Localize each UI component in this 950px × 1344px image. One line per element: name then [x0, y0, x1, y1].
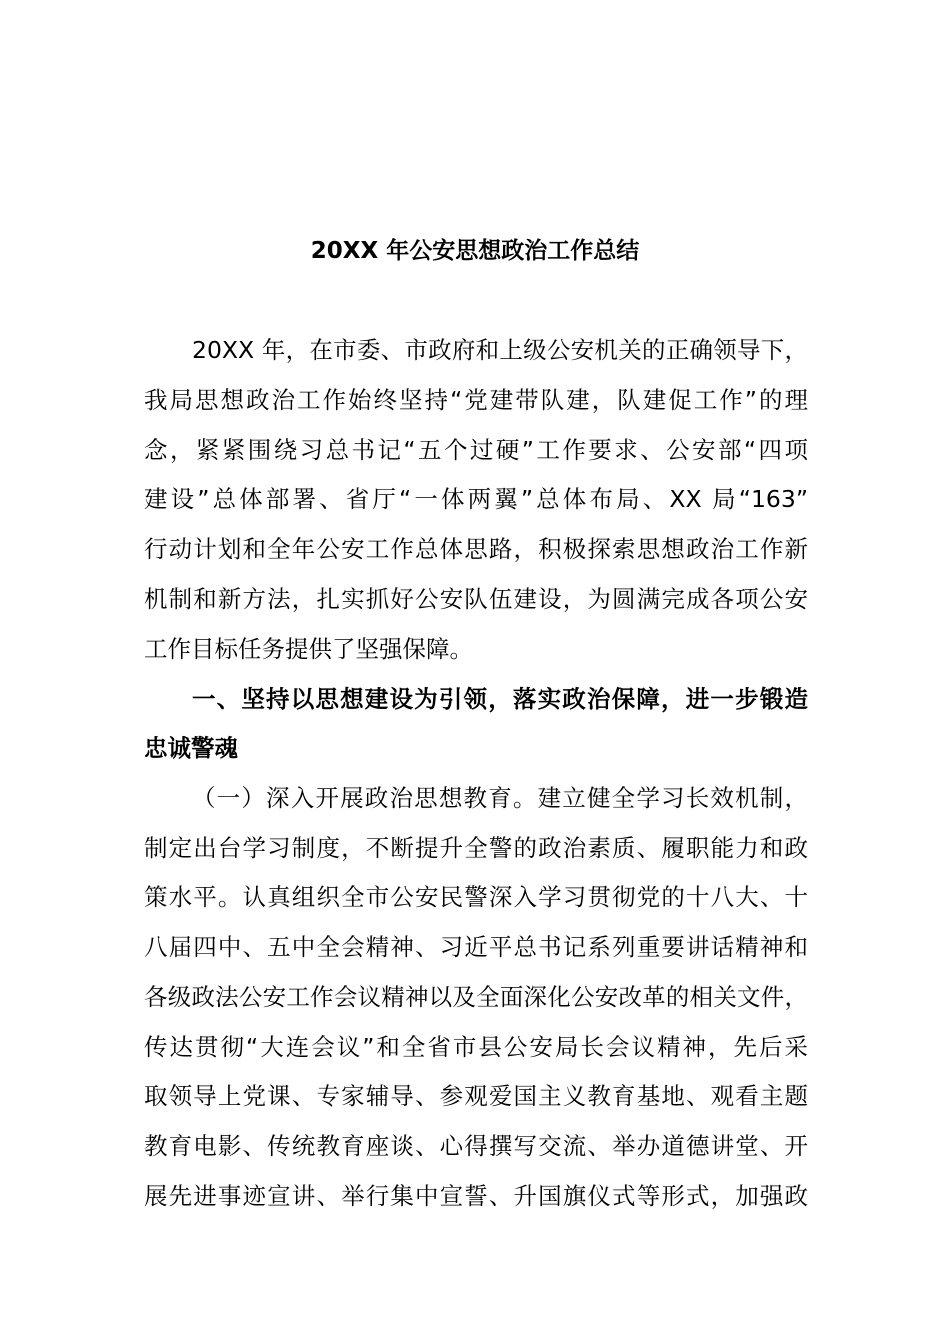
- paragraph-line: 展先进事迹宣讲、举行集中宣誓、升国旗仪式等形式，加强政: [144, 1182, 808, 1210]
- paragraph-line: 传达贯彻“大连会议”和全省市县公安局长会议精神，先后采: [144, 1033, 808, 1061]
- heading-line: 忠诚警魂: [144, 734, 238, 762]
- paragraph-line: （一）深入开展政治思想教育。建立健全学习长效机制，: [192, 784, 808, 812]
- heading-line: 一、坚持以思想建设为引领，落实政治保障，进一步锻造: [192, 685, 808, 713]
- paragraph-line: 策水平。认真组织全市公安民警深入学习贯彻党的十八大、十: [144, 883, 808, 911]
- paragraph-line: 我局思想政治工作始终坚持“党建带队建，队建促工作”的理: [144, 386, 808, 414]
- paragraph-line: 制定出台学习制度，不断提升全警的政治素质、履职能力和政: [144, 834, 808, 862]
- paragraph-line: 各级政法公安工作会议精神以及全面深化公安改革的相关文件，: [144, 983, 808, 1011]
- paragraph-line: 20XX 年，在市委、市政府和上级公安机关的正确领导下，: [192, 336, 808, 364]
- document-title: 20XX 年公安思想政治工作总结: [310, 238, 640, 264]
- paragraph-line: 行动计划和全年公安工作总体思路，积极探索思想政治工作新: [144, 535, 808, 563]
- paragraph-line: 念，紧紧围绕习总书记“五个过硬”工作要求、公安部“四项: [144, 436, 808, 464]
- paragraph-line: 建设”总体部署、省厅“一体两翼”总体布局、XX 局“163”: [144, 485, 808, 513]
- paragraph-line: 教育电影、传统教育座谈、心得撰写交流、举办道德讲堂、开: [144, 1132, 808, 1160]
- paragraph-line: 工作目标任务提供了坚强保障。: [144, 635, 473, 663]
- paragraph-line: 八届四中、五中全会精神、习近平总书记系列重要讲话精神和: [144, 933, 808, 961]
- paragraph-line: 机制和新方法，扎实抓好公安队伍建设，为圆满完成各项公安: [144, 585, 808, 613]
- paragraph-line: 取领导上党课、专家辅导、参观爱国主义教育基地、观看主题: [144, 1082, 808, 1110]
